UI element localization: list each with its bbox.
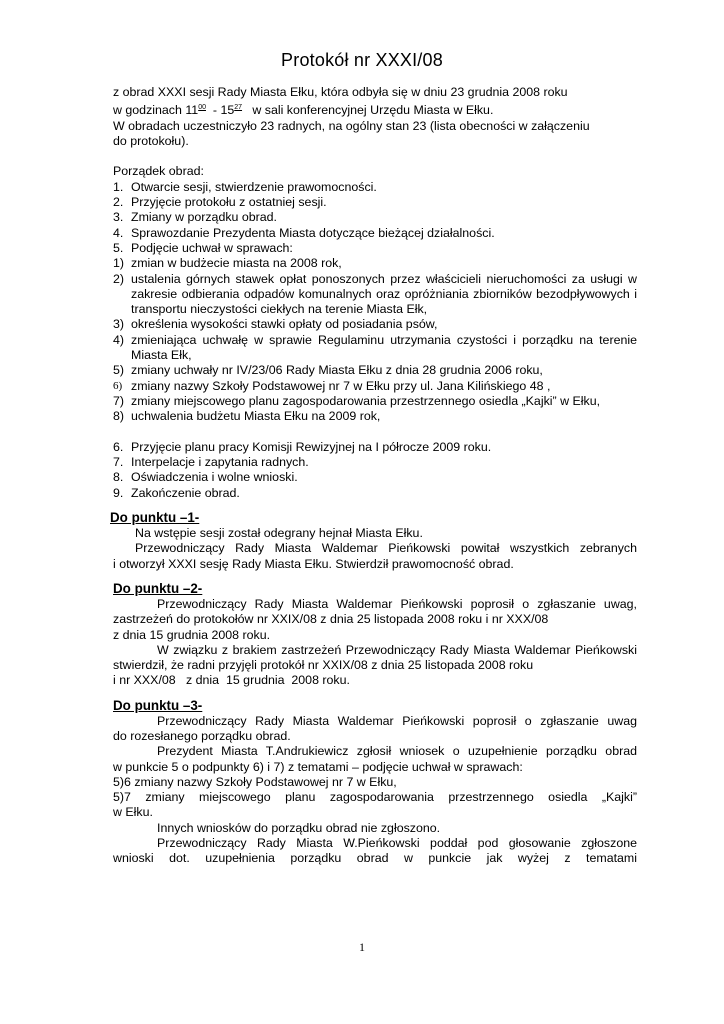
section-3-paragraph-4-end: w Ełku. xyxy=(113,805,153,820)
section-3-paragraph-6: Przewodniczący Rady Miasta W.Pieńkowski poddał pod głosowanie zgłoszone xyxy=(157,836,637,851)
agenda-item-text: Sprawozdanie Prezydenta Miasta dotyczące bieżącej działalności. xyxy=(131,225,495,240)
agenda-item xyxy=(113,180,637,195)
agenda-item xyxy=(113,455,637,470)
agenda-list-continued xyxy=(113,440,637,501)
resolution-item-text: zmiany miejscowego planu zagospodarowania przestrzennego osiedla „Kajki” w Ełku, xyxy=(131,393,601,408)
agenda-item-number: 9. xyxy=(113,485,124,500)
resolution-item xyxy=(113,317,637,332)
resolution-item xyxy=(113,333,637,364)
agenda-item xyxy=(113,241,637,256)
agenda-sublist-resolutions xyxy=(113,256,637,424)
agenda-item-number: 4. xyxy=(113,225,124,240)
agenda-item xyxy=(113,226,637,241)
resolution-item-text: ustalenia górnych stawek opłat ponoszonych przez właścicieli nieruchomości za usługi w zakresie odbierania odpadów komunalnych oraz opróżniania zbiorników bezodpływowych i transportu nieczystości ciekłych na terenie Miasta Ełk, xyxy=(131,271,637,317)
agenda-item-text: Oświadczenia i wolne wnioski. xyxy=(131,470,298,485)
resolution-item xyxy=(113,256,637,271)
intro-location: w sali konferencyjnej Urzędu Miasta w Ełku. xyxy=(242,103,494,118)
agenda-item-number: 8. xyxy=(113,470,124,485)
resolution-item-text: zmieniająca uchwałę w sprawie Regulaminu utrzymania czystości i porządku na terenie Miasta Ełk, xyxy=(131,332,637,363)
document-body xyxy=(110,85,637,867)
resolution-item xyxy=(113,379,637,394)
section-2-paragraph-2-end: i nr XXX/08 z dnia 15 grudnia 2008 roku. xyxy=(113,673,350,688)
resolution-item-number: 7) xyxy=(113,393,125,408)
section-1-paragraph-2-line-1: Przewodniczący Rady Miasta Waldemar Pieńkowski powitał wszystkich zebranych xyxy=(135,541,637,556)
section-1-paragraph-2-line-2: i otworzył XXXI sesję Rady Miasta Ełku. Stwierdził prawomocność obrad. xyxy=(113,556,514,571)
resolution-item-text: zmiany uchwały nr IV/23/06 Rady Miasta Ełku z dnia 28 grudnia 2006 roku, xyxy=(131,363,543,378)
section-3-paragraph-2: Prezydent Miasta T.Andrukiewicz zgłosił wniosek o uzupełnienie porządku obrad xyxy=(157,744,637,759)
section-2-paragraph-1-end: z dnia 15 grudnia 2008 roku. xyxy=(113,627,271,642)
resolution-item xyxy=(113,272,637,318)
resolution-item-number: 8) xyxy=(113,409,125,424)
resolution-item xyxy=(113,363,637,378)
intro-time-end-minutes: 27 xyxy=(234,104,243,112)
resolution-item-number: 1) xyxy=(113,256,125,271)
agenda-item-text: Zakończenie obrad. xyxy=(131,485,240,500)
resolution-item-number: 4) xyxy=(113,332,125,347)
intro-line-3: W obradach uczestniczyło 23 radnych, na ogólny stan 23 (lista obecności w załączeniu xyxy=(113,118,590,133)
agenda-item xyxy=(113,195,637,210)
resolution-item xyxy=(113,409,637,424)
agenda-item-number: 6. xyxy=(113,439,124,454)
agenda-item xyxy=(113,210,637,225)
section-2-paragraph-2: W związku z brakiem zastrzeżeń Przewodniczący Rady Miasta Waldemar Pieńkowski stwierdził, że radni przyjęli protokół nr XXIX/08 z dnia 25 listopada 2008 roku xyxy=(113,642,637,673)
agenda-item-number: 3. xyxy=(113,210,124,225)
section-3-paragraph-5: Innych wniosków do porządku obrad nie zgłoszono. xyxy=(157,820,441,835)
resolution-item-text: zmian w budżecie miasta na 2008 rok, xyxy=(131,256,342,271)
agenda-item-text: Podjęcie uchwał w sprawach: xyxy=(131,240,293,255)
section-3-paragraph-1: Przewodniczący Rady Miasta Waldemar Pieńkowski poprosił o zgłaszanie uwag xyxy=(157,713,637,728)
agenda-item-number: 7. xyxy=(113,455,124,470)
resolution-item-number: 5) xyxy=(113,363,125,378)
agenda-item-number: 1. xyxy=(113,179,124,194)
intro-time-end: - 15 xyxy=(205,103,235,118)
resolution-item-text: zmiany nazwy Szkoły Podstawowej nr 7 w Ełku przy ul. Jana Kilińskiego 48 , xyxy=(131,378,551,393)
section-3-paragraph-3: 5)6 zmiany nazwy Szkoły Podstawowej nr 7 w Ełku, xyxy=(113,774,397,789)
agenda-item-number: 2. xyxy=(113,195,124,210)
resolution-item-number: 6) xyxy=(113,379,123,392)
resolution-item-number: 3) xyxy=(113,317,125,332)
agenda-item-number: 5. xyxy=(113,240,124,255)
section-2-paragraph-1: Przewodniczący Rady Miasta Waldemar Pieńkowski poprosił o zgłaszanie uwag, zastrzeżeń do protokołów nr XXIX/08 z dnia 25 listopada 2008 roku i nr XXX/08 xyxy=(113,596,637,627)
section-3-paragraph-2-line-2: w punkcie 5 o podpunkty 6) i 7) z tematami – podjęcie uchwał w sprawach: xyxy=(113,759,523,774)
section-3-paragraph-1-end: do rozesłanego porządku obrad. xyxy=(113,728,291,743)
section-3-paragraph-6-line-2: wnioski dot. uzupełnienia porządku obrad w punkcie jak wyżej z tematami xyxy=(113,851,637,866)
resolution-item-text: określenia wysokości stawki opłaty od posiadania psów, xyxy=(131,317,438,332)
document-title: Protokół nr XXXI/08 xyxy=(281,50,443,70)
resolution-item-number: 2) xyxy=(113,271,125,286)
agenda-item xyxy=(113,440,637,455)
section-3-paragraph-4: 5)7 zmiany miejscowego planu zagospodarowania przestrzennego osiedla „Kajki” xyxy=(113,790,637,805)
agenda-item xyxy=(113,486,637,501)
section-1-paragraph-1: Na wstępie sesji został odegrany hejnał Miasta Ełku. xyxy=(135,526,423,541)
agenda-item-text: Otwarcie sesji, stwierdzenie prawomocności. xyxy=(131,179,377,194)
agenda-item-text: Przyjęcie protokołu z ostatniej sesji. xyxy=(131,195,327,210)
intro-line-1: z obrad XXXI sesji Rady Miasta Ełku, która odbyła się w dniu 23 grudnia 2008 roku xyxy=(113,85,568,99)
agenda-item xyxy=(113,470,637,485)
section-2-heading: Do punktu –2- xyxy=(113,580,203,596)
intro-line-4: do protokołu). xyxy=(113,133,189,148)
resolution-item-text: uchwalenia budżetu Miasta Ełku na 2009 rok, xyxy=(131,409,381,424)
agenda-item-text: Zmiany w porządku obrad. xyxy=(131,210,278,225)
agenda-label: Porządek obrad: xyxy=(113,164,204,179)
intro-time-start-minutes: 00 xyxy=(198,104,206,112)
agenda-item-text: Interpelacje i zapytania radnych. xyxy=(131,455,309,470)
intro-line-2 xyxy=(113,100,637,118)
intro-time-start: w godzinach 11 xyxy=(113,103,199,118)
page-number: 1 xyxy=(359,940,365,954)
section-3-heading: Do punktu –3- xyxy=(113,697,203,713)
resolution-item xyxy=(113,394,637,409)
agenda-list-main xyxy=(113,180,637,256)
agenda-item-text: Przyjęcie planu pracy Komisji Rewizyjnej na I półrocze 2009 roku. xyxy=(131,439,492,454)
section-1-heading: Do punktu –1- xyxy=(110,510,200,526)
